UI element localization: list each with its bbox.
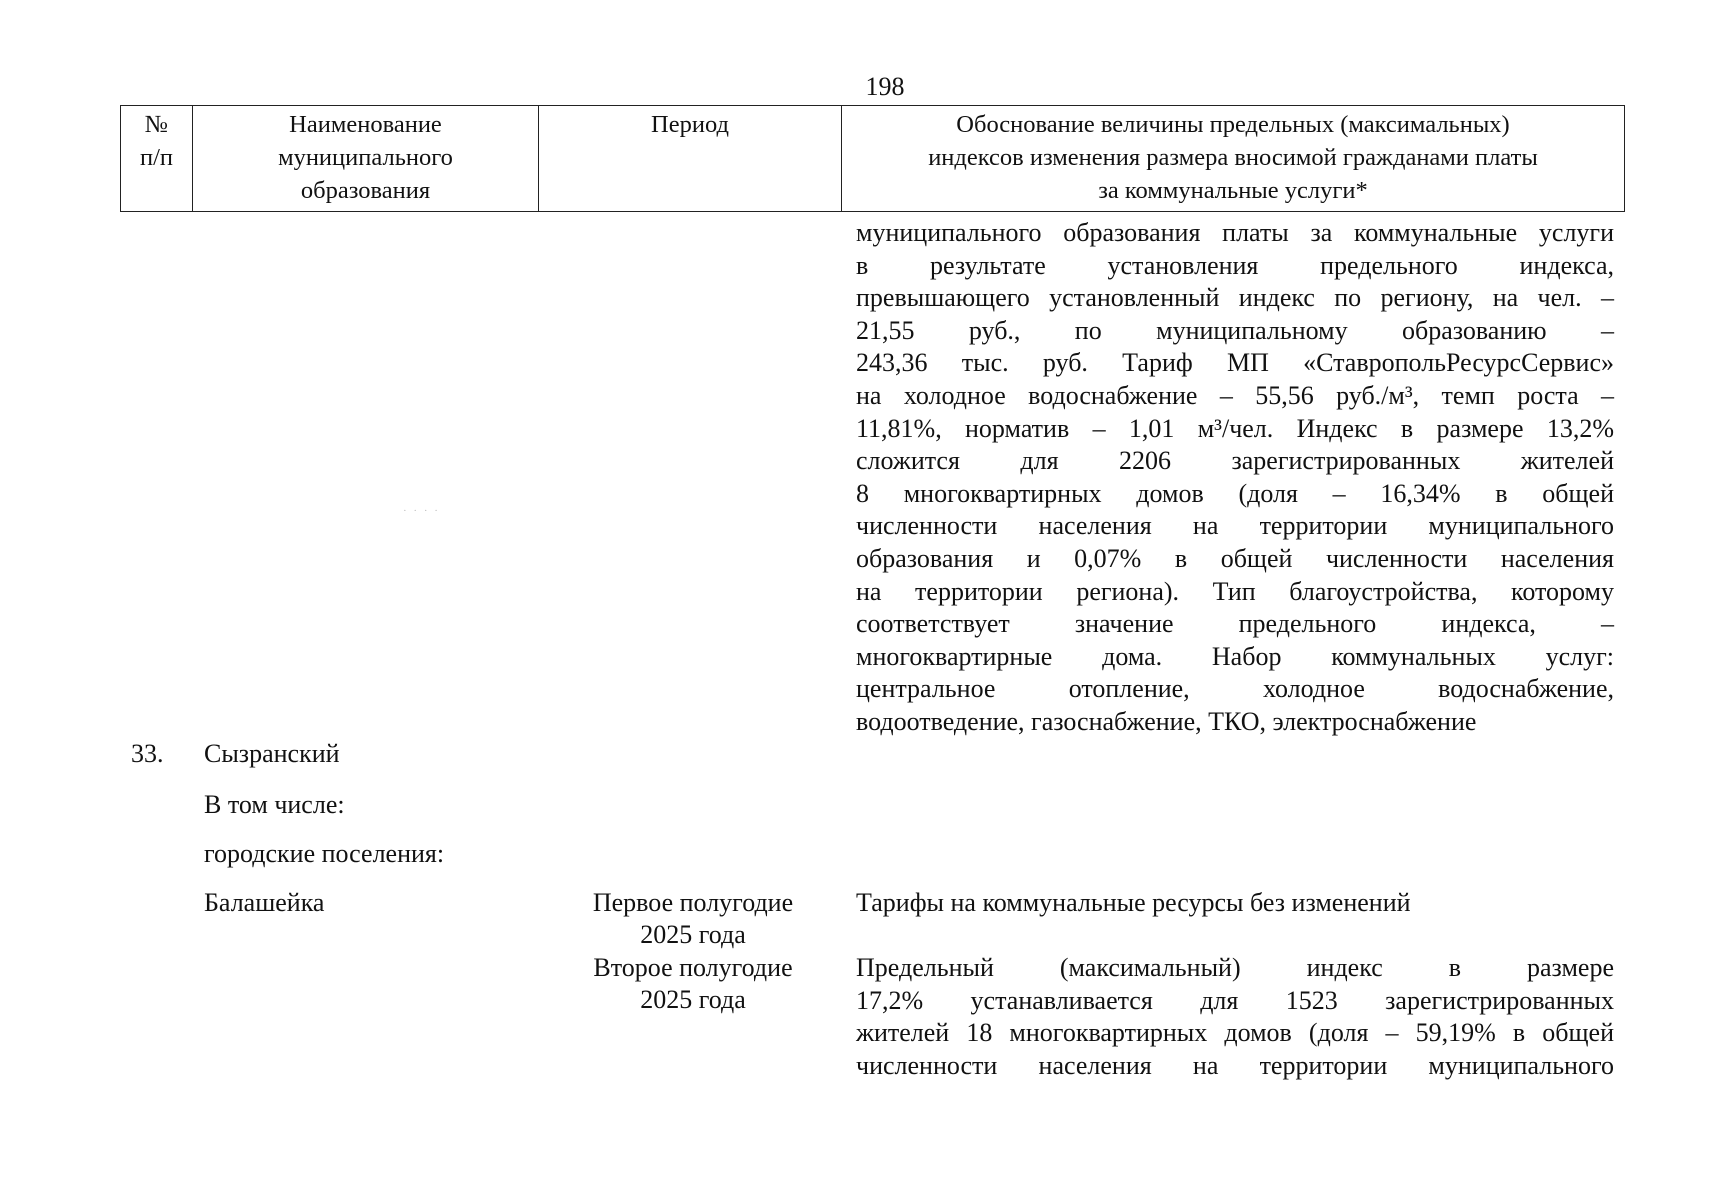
second-half-justification xyxy=(856,952,1614,1082)
text-line: Предельный (максимальный) индекс в размере xyxy=(856,953,1614,982)
text-line: 11,81%, норматив – 1,01 м³/чел. Индекс в размере 13,2% xyxy=(856,413,1614,443)
header-line: Период xyxy=(651,111,729,138)
header-number-column xyxy=(121,106,193,212)
header-line: № xyxy=(144,111,169,138)
period-second-half xyxy=(568,952,818,1016)
text-line: на территории региона). Тип благоустройства, которому xyxy=(856,576,1614,606)
period-line: Первое полугодие xyxy=(592,888,794,917)
text-line: сложится для 2206 зарегистрированных жителей xyxy=(856,446,1614,476)
period-first-half xyxy=(568,887,818,951)
text-line: центральное отопление, холодное водоснабжение, xyxy=(856,674,1614,704)
period-line: 2025 года xyxy=(640,985,746,1014)
text-line: численности населения на территории муниципального xyxy=(856,511,1614,541)
period-line: Второе полугодие xyxy=(593,953,793,982)
header-line: муниципального xyxy=(278,144,453,171)
header-line: Наименование xyxy=(289,111,442,138)
first-half-justification: Тарифы на коммунальные ресурсы без изменений xyxy=(856,888,1411,917)
urban-settlements-label: городские поселения: xyxy=(204,839,445,868)
table-header xyxy=(120,105,1625,212)
text-line: водоотведение, газоснабжение, ТКО, электроснабжение xyxy=(856,706,1477,736)
text-line: 243,36 тыс. руб. Тариф МП «СтавропольРесурсСервис» xyxy=(856,348,1614,378)
header-name-column xyxy=(193,106,539,212)
header-line: Обоснование величины предельных (максимальных) xyxy=(956,111,1510,138)
text-line: 21,55 руб., по муниципальному образованию – xyxy=(856,315,1614,345)
scan-artifact: · · · · xyxy=(403,505,440,517)
header-period-column xyxy=(539,106,842,212)
text-line: численности населения на территории муниципального xyxy=(856,1050,1614,1080)
text-line: на холодное водоснабжение – 55,56 руб./м³, темп роста – xyxy=(856,380,1614,410)
text-line: 8 многоквартирных домов (доля – 16,34% в общей xyxy=(856,478,1614,508)
text-line: превышающего установленный индекс по региону, на чел. – xyxy=(856,283,1614,313)
text-line: 17,2% устанавливается для 1523 зарегистрированных xyxy=(856,985,1614,1015)
header-line: индексов изменения размера вносимой гражданами платы xyxy=(928,144,1538,171)
municipality-name: Сызранский xyxy=(204,739,340,768)
text-line: жителей 18 многоквартирных домов (доля – 59,19% в общей xyxy=(856,1018,1614,1048)
text-line: образования и 0,07% в общей численности населения xyxy=(856,543,1614,573)
text-line: многоквартирные дома. Набор коммунальных услуг: xyxy=(856,641,1614,671)
header-line: образования xyxy=(300,177,431,204)
row-number: 33. xyxy=(131,739,164,768)
text-line: муниципального образования платы за коммунальные услуги xyxy=(856,218,1614,247)
text-line: соответствует значение предельного индекса, – xyxy=(856,609,1614,639)
settlement-name: Балашейка xyxy=(204,888,325,917)
page-number: 198 xyxy=(865,72,905,101)
header-justification-column xyxy=(842,106,1625,212)
text-line: в результате установления предельного индекса, xyxy=(856,250,1614,280)
header-line: п/п xyxy=(139,144,174,171)
including-label: В том числе: xyxy=(204,790,345,819)
continuation-text xyxy=(856,217,1614,739)
period-line: 2025 года xyxy=(640,920,746,949)
header-line: за коммунальные услуги* xyxy=(1098,177,1368,204)
